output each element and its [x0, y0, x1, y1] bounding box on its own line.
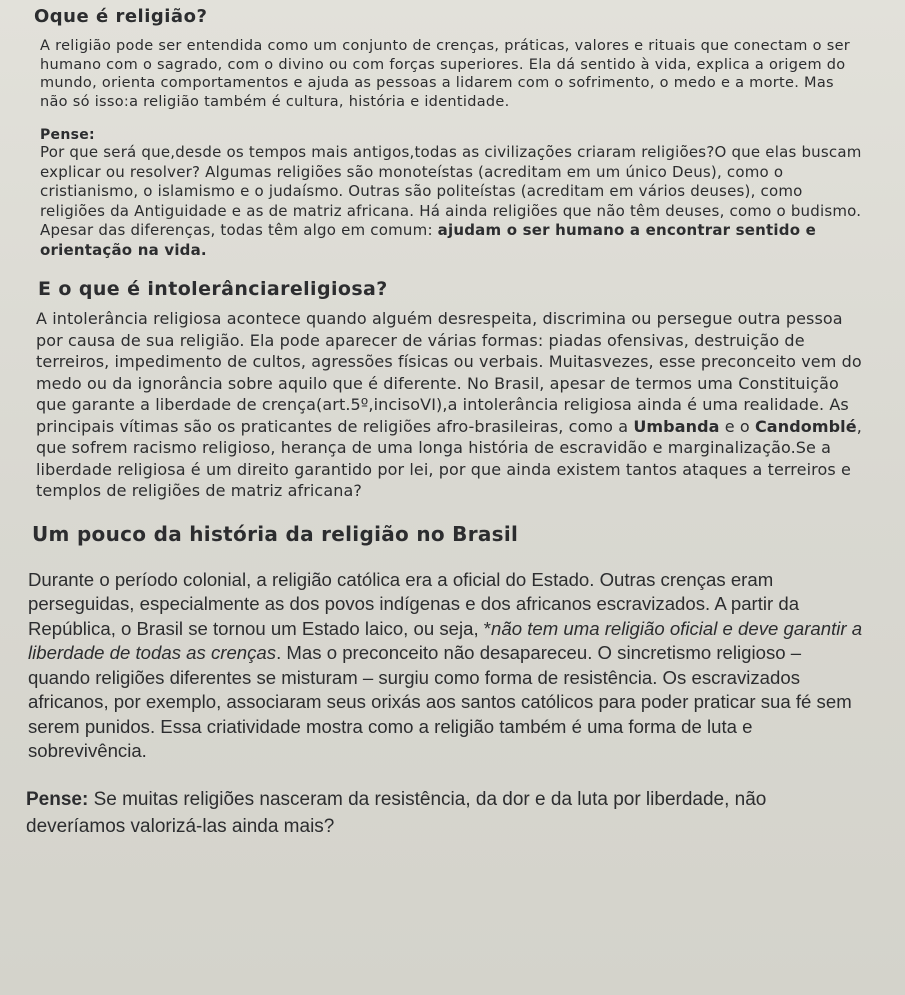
- pense1-text: Por que será que,desde os tempos mais antigos,todas as civilizações criaram religiões?O que elas buscam explicar ou resolver? Algumas religiões são monoteístas (acreditam em um único Deus), como o cristianismo, o islamismo e o judaísmo. Outras são politeístas (acreditam em vários deuses), como religiões da Antiguidade e as de matriz africana. Há ainda religiões que não têm deuses, como o budismo. Apesar das diferenças, todas têm algo em comum:: [40, 143, 862, 239]
- pense2-text: Se muitas religiões nasceram da resistência, da dor e da luta por liberdade, não deveríamos valorizá-las ainda mais?: [26, 788, 767, 837]
- section2-paragraph: [36, 308, 865, 502]
- section2-title: E o que é intolerânciareligiosa?: [38, 278, 388, 300]
- section1-title: Oque é religião?: [34, 6, 208, 27]
- candomble-bold: Candomblé: [754, 416, 857, 436]
- section3-text-2: . Mas o preconceito não desapareceu. O sincretismo religioso – quando religiões diferentes se misturam – surgiu como forma de resistência. Os escravizados africanos, por exemplo, associaram seus orixás aos santos católicos para poder praticar sua fé sem serem punidos. Essa criatividade mostra como a religião também é uma forma de luta e sobrevivência.: [28, 642, 852, 761]
- pense2-paragraph: [26, 786, 865, 840]
- section2-text-2: e o: [719, 416, 755, 436]
- section2-text-3: , que sofrem racismo religioso, herança de uma longa história de escravidão e marginalização.Se a liberdade religiosa é um direito garantido por lei, por que ainda existem tantos ataques a terreiros e templos de religiões de matriz africana?: [36, 416, 862, 500]
- section3-italic: não tem uma religião oficial e deve garantir a liberdade de todas as crenças: [28, 617, 863, 663]
- section1-paragraph: A religião pode ser entendida como um conjunto de crenças, práticas, valores e rituais que conectam o ser humano com o sagrado, com o divino ou com forças superiores. Ela dá sentido à vida, explica a origem do mundo, orienta comportamentos e ajuda as pessoas a lidarem com o sofrimento, o medo e a morte. Mas não só isso:a religião também é cultura, história e identidade.: [40, 38, 851, 110]
- section2-text-1: A intolerância religiosa acontece quando alguém desrespeita, discrimina ou persegue outra pessoa por causa de sua religião. Ela pode aparecer de várias formas: piadas ofensivas, destruição de terreiros, impedimento de cultos, agressões físicas ou verbais. Muitasvezes, esse preconceito vem do medo ou da ignorância sobre aquilo que é diferente. No Brasil, apesar de termos uma Constituição que garante a liberdade de crença(art.5º,incisoVI),a intolerância religiosa ainda é uma realidade. As principais vítimas são os praticantes de religiões afro-brasileiras, como a: [36, 309, 862, 436]
- pense2-label: Pense:: [26, 788, 89, 810]
- section3-text-1: Durante o período colonial, a religião católica era a oficial do Estado. Outras crenças eram perseguidas, especialmente as dos povos indígenas e dos africanos escravizados. A partir da República, o Brasil se tornou um Estado laico, ou seja, *: [28, 568, 800, 639]
- umbanda-bold: Umbanda: [633, 416, 720, 436]
- section3-paragraph: [28, 568, 865, 764]
- pense1-paragraph: [40, 143, 865, 260]
- section3-title: Um pouco da história da religião no Brasil: [32, 521, 519, 546]
- pense1-label: Pense:: [40, 127, 95, 143]
- pense1-bold-conclusion: ajudam o ser humano a encontrar sentido e orientação na vida.: [40, 221, 817, 259]
